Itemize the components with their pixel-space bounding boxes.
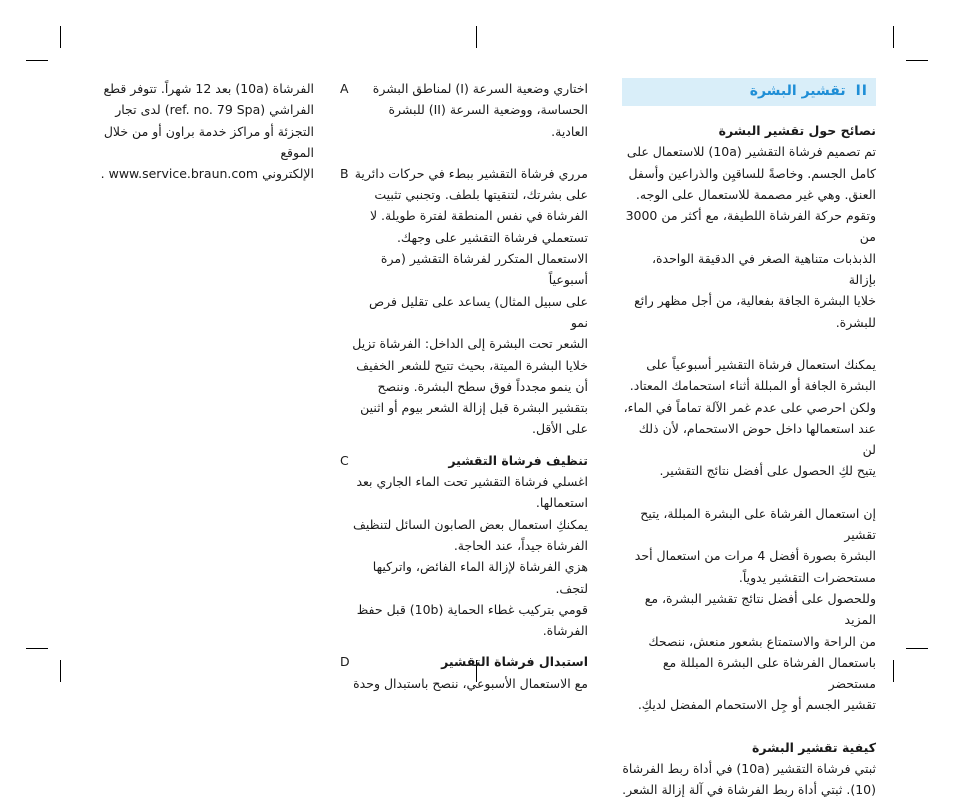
crop-mark-bottom-left-h — [26, 648, 48, 649]
section-title: تقشير البشرة — [749, 83, 846, 100]
left-column: الفرشاة (10a) بعد 12 شهراً. تتوفر قطع الفراشي (ref. no. 79 Spa) لدى تجار التجزئة أو مراكز خدمة براون أو من خلال الموقع الإلكتروني www.service.braun.com . — [100, 81, 314, 182]
tips-paragraph-2: يمكنك استعمال فرشاة التقشير أسبوعياً على البشرة الجافة أو المبللة أثناء استحمامك المعتاد. ولكن احرصي على عدم غمر الآلة تماماً في الماء، عند استعمالها داخل حوض الاستحمام، لأن ذلك لن يتيح لكِ الحصول على أفضل نتائج التقشير. — [623, 356, 876, 479]
step-a: A اختاري وضعية السرعة (I) لمناطق البشرة الحساسة، ووضعية السرعة (II) للبشرة العادية. — [352, 78, 588, 142]
tips-heading: نصائح حول تقشير البشرة — [718, 123, 876, 138]
section-number: II — [855, 83, 868, 100]
crop-mark-top-right-h — [906, 60, 928, 61]
howto-paragraph: ثبتي فرشاة التقشير (10a) في أداة ربط الفرشاة (10). ثبتي أداة ربط الفرشاة في آلة إزالة الشعر. — [622, 761, 876, 798]
crop-mark-top-left-v — [60, 26, 61, 48]
tips-paragraph-1: تم تصميم فرشاة التقشير (10a) للاستعمال على كامل الجسم. وخاصةً للساقيِن والذراعين وأسفل العنق. وهي غير مصممة للاستعمال على الوجه. وتقوم حركة الفرشاة اللطيفة، مع أكثر من 3000 من الذبذبات متناهية الصغر في الدقيقة الواحدة، بإزالة خلايا البشرة الجافة بفعالية، من أجل مظهر رائع للبشرة. — [625, 144, 876, 330]
crop-mark-bottom-left-v — [60, 660, 61, 682]
step-d: D استبدال فرشاة التقشير مع الاستعمال الأسبوعي، ننصح باستبدال وحدة — [352, 651, 588, 694]
howto-heading: كيفية تقشير البشرة — [752, 739, 876, 755]
crop-mark-bottom-right-h — [906, 648, 928, 649]
replace-heading: استبدال فرشاة التقشير — [441, 654, 588, 670]
cleaning-heading: تنظيف فرشاة التقشير — [448, 452, 588, 468]
step-b: B مرري فرشاة التقشير ببطء في حركات دائرية على بشرتك، لتنقيتها بلطف. وتجنبي تثبيت الفرشاة في نفس المنطقة لفترة طويلة. لا تستعملي فرشاة التقشير على وجهك. الاستعمال المتكرر لفرشاة التقشير (مرة أسبوعياً على سبيل المثال) يساعد على تقليل فرص نمو الشعر تحت البشرة إلى الداخل: الفرشاة تزيل خلايا البشرة الميتة، بحيث تتيح للشعر الخفيف أن ينمو مجدداً فوق سطح البشرة. وننصح بتقشير البشرة قبل إزالة الشعر بيوم أو اثنين على الأقل. — [352, 163, 588, 440]
section-header — [622, 78, 876, 106]
middle-column — [340, 78, 588, 694]
crop-mark-top-left-h — [26, 60, 48, 61]
tips-paragraph-3: إن استعمال الفرشاة على البشرة المبللة، يتيح تقشير البشرة بصورة أفضل 4 مرات من استعمال أحد مستحضرات التقشير يدوياً. وللحصول على أفضل نتائج تقشير البشرة، مع المزيد من الراحة والاستمتاع بشعور منعش، ننصحك باستعمال الفرشاة على البشرة المبللة مع مستحضر تقشير الجسم أو جِل الاستحمام المفضل لديكِ. — [634, 505, 876, 713]
step-b-letter: B — [340, 165, 349, 181]
step-d-letter: D — [340, 654, 350, 670]
step-a-letter: A — [340, 81, 349, 96]
crop-mark-top-mid-v — [476, 26, 477, 48]
crop-mark-bottom-right-v — [893, 660, 894, 682]
step-c-letter: C — [340, 452, 349, 468]
crop-mark-top-right-v — [893, 26, 894, 48]
right-column — [622, 78, 876, 801]
step-c: C تنظيف فرشاة التقشير اغسلي فرشاة التقشير تحت الماء الجاري بعد استعمالها. يمكنكِ استعمال بعض الصابون السائل لتنظيف الفرشاة جيداً، عند الحاجة. هزي الفرشاة لإزالة الماء الفائض، واتركيها لتجف. قومي بتركيب غطاء الحماية (10b) قبل حفظ الفرشاة. — [352, 450, 588, 642]
